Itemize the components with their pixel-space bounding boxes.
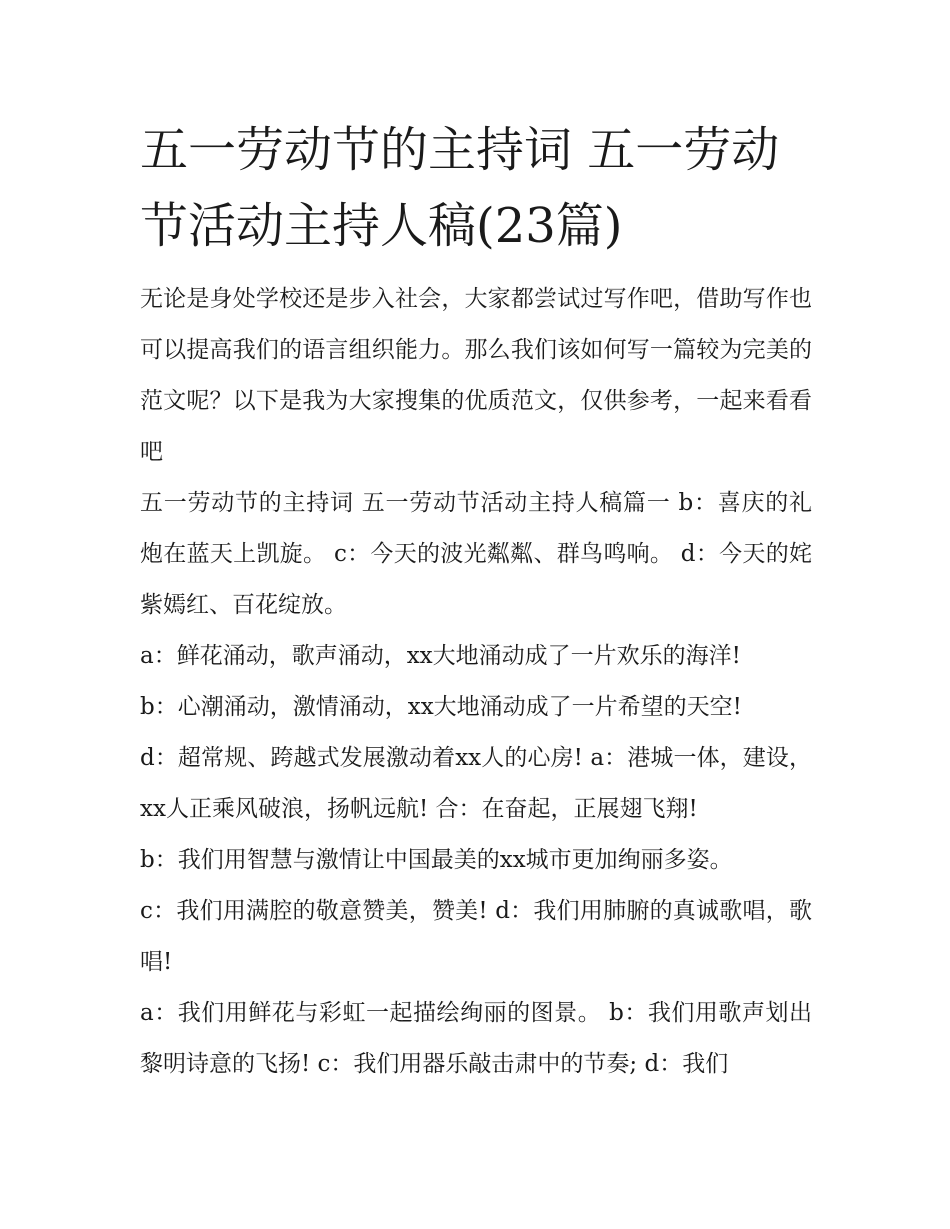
paragraph-6: c：我们用满腔的敬意赞美，赞美! d：我们用肺腑的真诚歌唱，歌唱!: [140, 898, 812, 975]
paragraph-3: b：心潮涌动，激情涌动，xx大地涌动成了一片希望的天空!: [140, 694, 742, 720]
paragraph-7: a：我们用鲜花与彩虹一起描绘绚丽的图景。 b：我们用歌声划出黎明诗意的飞扬! c：我们用器乐敲击肃中的节奏; d：我们: [140, 1000, 812, 1077]
paragraph-2: a：鲜花涌动，歌声涌动，xx大地涌动成了一片欢乐的海洋!: [140, 643, 741, 669]
paragraph-intro: 无论是身处学校还是步入社会，大家都尝试过写作吧，借助写作也可以提高我们的语言组织能力。那么我们该如何写一篇较为完美的范文呢？以下是我为大家搜集的优质范文，仅供参考，一起来看看吧: [140, 286, 812, 465]
paragraph-4: d：超常规、跨越式发展激动着xx人的心房! a：港城一体，建设，xx人正乘风破浪，扬帆远航! 合：在奋起，正展翅飞翔!: [140, 745, 812, 822]
paragraph-1: 五一劳动节的主持词 五一劳动节活动主持人稿篇一 b：喜庆的礼炮在蓝天上凯旋。 c：今天的波光粼粼、群鸟鸣响。 d：今天的姹紫嫣红、百花绽放。: [140, 490, 812, 618]
document-title: 五一劳动节的主持词 五一劳动节活动主持人稿(23篇): [140, 122, 780, 254]
document-page: [140, 112, 812, 1090]
paragraph-5: b：我们用智慧与激情让中国最美的xx城市更加绚丽多姿。: [140, 847, 733, 873]
